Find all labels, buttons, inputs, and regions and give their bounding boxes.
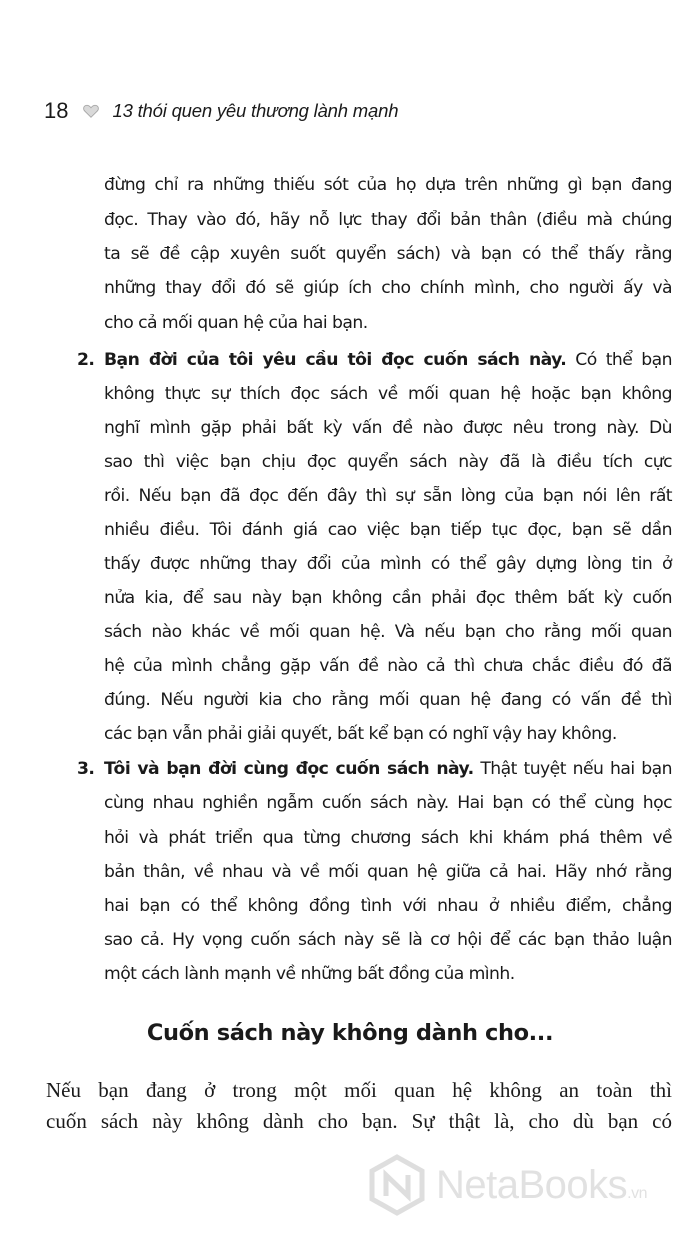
- netabooks-watermark: [366, 1150, 647, 1220]
- text-line: nhiều điều. Tôi đánh giá cao việc bạn tiếp tục đọc, bạn sẽ dần: [104, 520, 672, 540]
- text-line: đừng chỉ ra những thiếu sót của họ dựa trên những gì bạn đang: [104, 175, 672, 195]
- text-line: nghĩ mình gặp phải bất kỳ vấn đề nào được nêu trong này. Dù: [104, 418, 672, 438]
- netabooks-logo-icon: [366, 1154, 428, 1216]
- item-title: Bạn đời của tôi yêu cầu tôi đọc cuốn sách này.: [104, 350, 567, 370]
- text-line: hai bạn có thể không đồng tình với nhau ở nhiều điểm, chẳng: [104, 896, 672, 916]
- page-header: [44, 94, 398, 128]
- text-run: Thật tuyệt nếu hai bạn: [473, 759, 672, 779]
- text-line: hỏi và phát triển qua từng chương sách khi khám phá thêm về: [104, 828, 672, 848]
- text-line: đúng. Nếu người kia cho rằng mối quan hệ đang có vấn đề thì: [104, 690, 672, 710]
- text-line: nửa kia, để sau này bạn không cần phải đọc thêm bất kỳ cuốn: [104, 588, 672, 608]
- body-line: cuốn sách này không dành cho bạn. Sự thật là, cho dù bạn có: [46, 1109, 672, 1133]
- text-line: các bạn vẫn phải giải quyết, bất kể bạn có nghĩ vậy hay không.: [104, 724, 617, 744]
- watermark-brand: NetaBooks: [436, 1162, 628, 1207]
- list-number: 3.: [77, 759, 95, 779]
- text-line: những thay đổi đó sẽ giúp ích cho chính mình, cho người ấy và: [104, 278, 672, 298]
- text-line: thấy được những thay đổi của mình có thể gây dựng lòng tin ở: [104, 554, 672, 574]
- section-heading: Cuốn sách này không dành cho...: [146, 1020, 554, 1046]
- text-line: ta sẽ đề cập xuyên suốt quyển sách) và bạn có thể thấy rằng: [104, 244, 672, 264]
- text-line: sao thì việc bạn chịu đọc quyển sách này đã là điều tích cực: [104, 452, 672, 472]
- text-line: sao cả. Hy vọng cuốn sách này sẽ là cơ hội để các bạn thảo luận: [104, 930, 672, 950]
- text-line: [104, 757, 672, 781]
- text-line: đọc. Thay vào đó, hãy nỗ lực thay đổi bản thân (điều mà chúng: [104, 210, 672, 230]
- text-line: hệ của mình chẳng gặp vấn đề nào cả thì chưa chắc điều đó đã: [104, 656, 672, 676]
- text-line: [104, 348, 672, 372]
- watermark-text: [436, 1163, 647, 1208]
- running-title: 13 thói quen yêu thương lành mạnh: [112, 100, 399, 121]
- page-number: 18: [44, 98, 69, 123]
- text-line: rồi. Nếu bạn đã đọc đến đây thì sự sẵn lòng của bạn nói lên rất: [104, 486, 672, 506]
- text-line: sách nào khác về mối quan hệ. Và nếu bạn cho rằng mối quan: [104, 622, 672, 642]
- text-run: Có thể bạn: [566, 350, 672, 370]
- text-line: cùng nhau nghiền ngẫm cuốn sách này. Hai bạn có thể cùng học: [104, 793, 672, 813]
- watermark-suffix: .vn: [627, 1184, 648, 1202]
- body-line: Nếu bạn đang ở trong một mối quan hệ không an toàn thì: [46, 1078, 672, 1102]
- text-line: một cách lành mạnh về những bất đồng của mình.: [104, 964, 515, 984]
- text-line: không thực sự thích đọc sách về mối quan hệ hoặc bạn không: [104, 384, 672, 404]
- heart-icon: [82, 102, 100, 120]
- list-number: 2.: [77, 350, 95, 370]
- text-line: bản thân, về nhau và về mối quan hệ giữa cả hai. Hãy nhớ rằng: [104, 862, 672, 882]
- text-line: cho cả mối quan hệ của hai bạn.: [104, 313, 368, 333]
- item-title: Tôi và bạn đời cùng đọc cuốn sách này.: [104, 759, 474, 779]
